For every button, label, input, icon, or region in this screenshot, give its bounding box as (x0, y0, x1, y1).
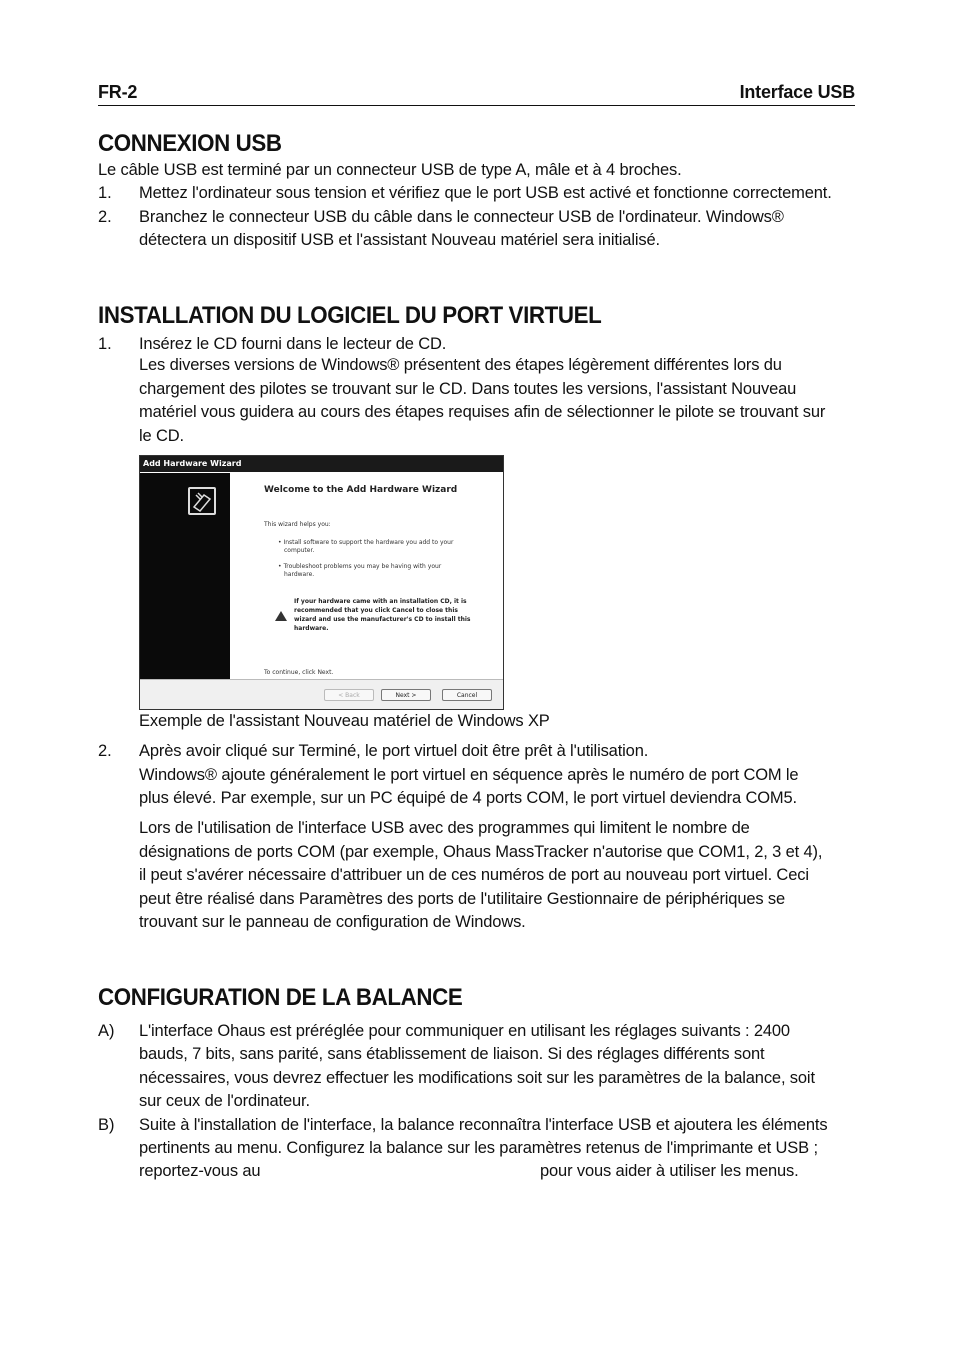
wizard-bullet-1-line-2: computer. (284, 547, 315, 554)
configuration-item-a-num: A) (98, 1022, 115, 1040)
wizard-continue-text: To continue, click Next. (264, 669, 334, 676)
wizard-side-panel (140, 473, 230, 679)
wizard-cancel-button: Cancel (442, 689, 492, 701)
wizard-bullet-1-line-1: • Install software to support the hardware you add to your (278, 539, 454, 546)
connexion-item-2-line-2: détectera un dispositif USB et l'assistant Nouveau matériel sera initialisé. (139, 231, 660, 249)
configuration-item-b-line-1: Suite à l'installation de l'interface, la balance reconnaîtra l'interface USB et ajoutera les éléments (139, 1116, 828, 1134)
installation-item-1-line-5: le CD. (139, 427, 184, 445)
installation-item-2-b-line-3: il peut s'avérer nécessaire d'attribuer un de ces numéros de port au nouveau port virtuel. Ceci (139, 866, 809, 884)
installation-item-2-num: 2. (98, 742, 112, 760)
configuration-item-a-line-3: nécessaires, vous devrez effectuer les modifications soit sur les paramètres de la balance, soit (139, 1069, 815, 1087)
wizard-warning-line-2: recommended that you click Cancel to close this (294, 607, 458, 614)
configuration-item-b-line-2: pertinents au menu. Configurez la balance sur les paramètres retenus de l'imprimante et USB ; (139, 1139, 818, 1157)
hardware-wizard-icon (188, 487, 216, 515)
wizard-bullet-2-line-1: • Troubleshoot problems you may be having with your (278, 563, 442, 570)
installation-item-2-b-line-2: désignations de ports COM (par exemple, Ohaus MassTracker n'autorise que COM1, 2, 3 et 4), (139, 843, 823, 861)
installation-item-1-num: 1. (98, 335, 112, 353)
connexion-item-1-text: Mettez l'ordinateur sous tension et vérifiez que le port USB est activé et fonctionne correctement. (139, 184, 832, 202)
wizard-caption: Exemple de l'assistant Nouveau matériel de Windows XP (139, 712, 550, 730)
installation-item-2-b-line-4: peut être réalisé dans Paramètres des ports de l'utilitaire Gestionnaire de périphériques se (139, 890, 786, 908)
header-rule (98, 105, 855, 106)
wizard-warning-line-3: wizard and use the manufacturer's CD to install this (294, 616, 471, 623)
wizard-warning-line-1: If your hardware came with an installation CD, it is (294, 598, 467, 605)
wizard-back-button: < Back (324, 689, 374, 701)
installation-item-2-b-line-5: trouvant sur le panneau de configuration de Windows. (139, 913, 526, 931)
connexion-intro: Le câble USB est terminé par un connecteur USB de type A, mâle et à 4 broches. (98, 161, 682, 179)
installation-item-1-line-1: Insérez le CD fourni dans le lecteur de CD. (139, 335, 447, 353)
configuration-item-a-line-4: sur ceux de l'ordinateur. (139, 1092, 310, 1110)
wizard-bullet-2-line-2: hardware. (284, 571, 315, 578)
wizard-warning-line-4: hardware. (294, 625, 329, 632)
wizard-heading: Welcome to the Add Hardware Wizard (264, 485, 458, 495)
connexion-item-1-num: 1. (98, 184, 112, 202)
configuration-item-b-num: B) (98, 1116, 115, 1134)
connexion-item-2-line-1: Branchez le connecteur USB du câble dans le connecteur USB de l'ordinateur. Windows® (139, 208, 784, 226)
add-hardware-wizard-screenshot (139, 455, 504, 710)
page-number: FR-2 (98, 82, 138, 102)
section-title-configuration: CONFIGURATION DE LA BALANCE (98, 984, 463, 1011)
warning-icon (275, 611, 287, 621)
wizard-next-button: Next > (381, 689, 431, 701)
wizard-button-bar (140, 679, 503, 709)
installation-item-1-line-2: Les diverses versions de Windows® présentent des étapes légèrement différentes lors du (139, 356, 782, 374)
wizard-title-bar: Add Hardware Wizard (140, 456, 503, 472)
configuration-item-b-last-left: reportez-vous au (139, 1162, 261, 1180)
installation-item-2-a-line-3: plus élevé. Par exemple, sur un PC équipé de 4 ports COM, le port virtuel deviendra COM5. (139, 789, 797, 807)
installation-item-2-a-line-2: Windows® ajoute généralement le port virtuel en séquence après le numéro de port COM le (139, 766, 799, 784)
configuration-item-a-line-2: bauds, 7 bits, sans parité, sans établissement de liaison. Si des réglages différents sont (139, 1045, 765, 1063)
installation-item-2-b-line-1: Lors de l'utilisation de l'interface USB avec des programmes qui limitent le nombre de (139, 819, 750, 837)
installation-item-2-a-line-1: Après avoir cliqué sur Terminé, le port virtuel doit être prêt à l'utilisation. (139, 742, 649, 760)
wizard-helps-text: This wizard helps you: (264, 521, 331, 528)
configuration-item-b-last-right: pour vous aider à utiliser les menus. (540, 1162, 799, 1180)
hardware-wizard-icon-glyph (190, 489, 214, 513)
installation-item-1-line-4: matériel vous guidera au cours des étapes requises afin de sélectionner le pilote se trouvant sur (139, 403, 826, 421)
installation-item-1-line-3: chargement des pilotes se trouvant sur le CD. Dans toutes les versions, l'assistant Nouveau (139, 380, 797, 398)
connexion-item-2-num: 2. (98, 208, 112, 226)
section-title-connexion: CONNEXION USB (98, 130, 282, 157)
page-header-title: Interface USB (739, 82, 855, 102)
configuration-item-a-line-1: L'interface Ohaus est préréglée pour communiquer en utilisant les réglages suivants : 2400 (139, 1022, 790, 1040)
section-title-installation: INSTALLATION DU LOGICIEL DU PORT VIRTUEL (98, 302, 602, 329)
